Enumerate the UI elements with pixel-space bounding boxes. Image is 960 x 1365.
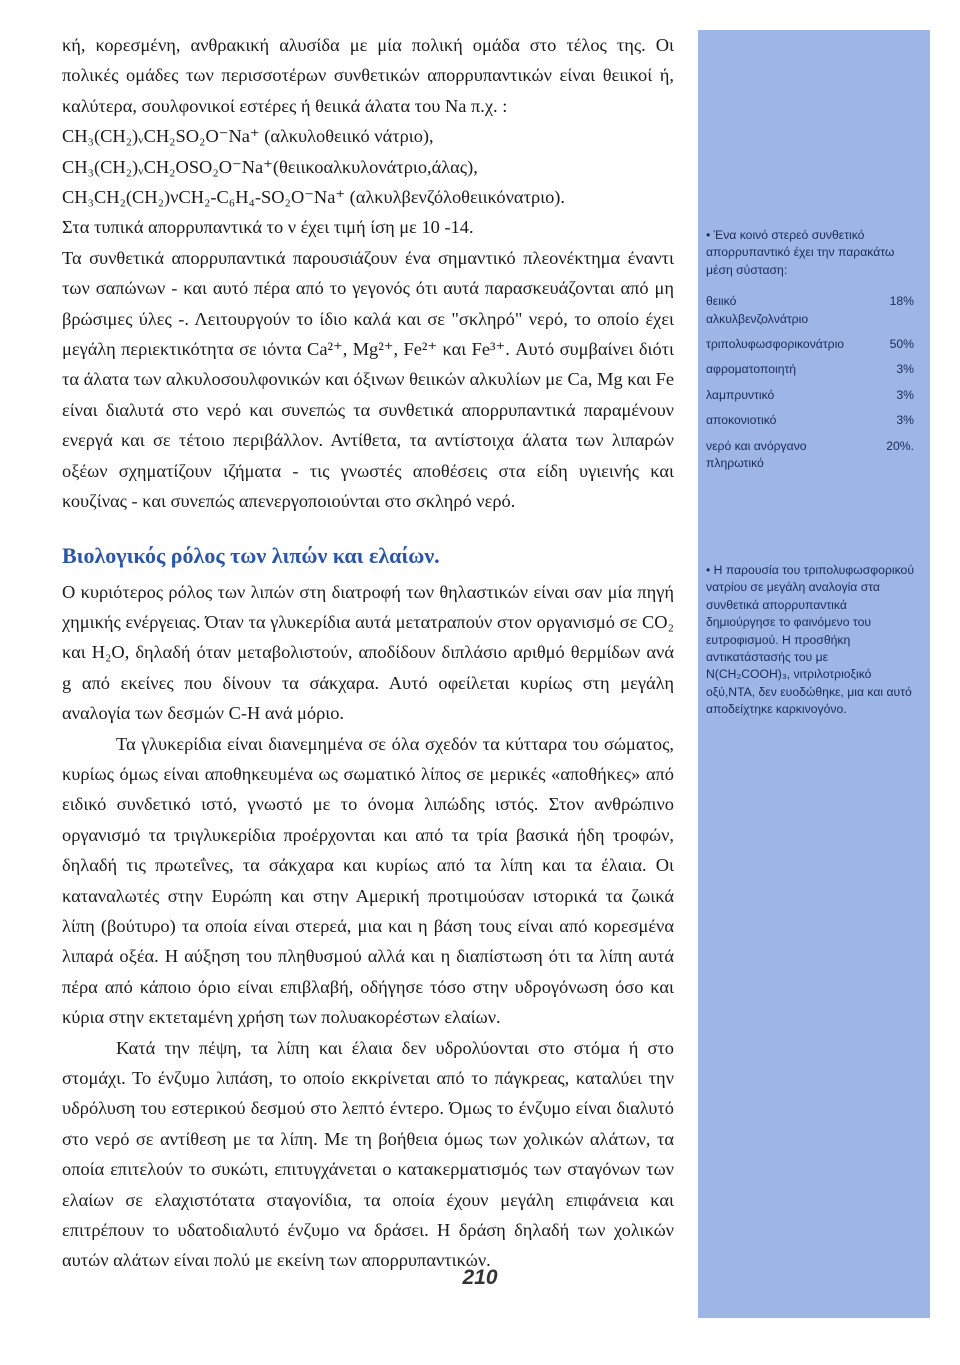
composition-row: λαμπρυντικό 3% — [706, 387, 914, 402]
composition-row: θειικό αλκυλβενζολνάτριο 18% — [706, 294, 914, 326]
composition-table — [706, 293, 914, 472]
formula-alkyl-sulfate: CH₃(CH₂)ᵥCH₂SO₂O⁻Na⁺ (αλκυλοθειικό νάτριο), — [62, 126, 434, 147]
paragraph-glycerides: Τα γλυκερίδια είναι διανεμημένα σε όλα σχεδόν τα κύτταρα του σώματος, κυρίως όμως είναι αποθηκευμένα ως σωματικό λίπος σε μερικές «αποθήκες» από ειδικό συνδετικό ιστό, γνωστό με το όνομα λιπώδης ιστός. Στον ανθρώπινο οργανισμό τα τριγλυκερίδια προέρχονται και από τα τρία βασικά ήδη τροφών, δηλαδή τις πρωτεΐνες, τα σάκχαρα και κυρίως από τα λίπη και τα έλαια. Οι καταναλωτές στην Ευρώπη και στην Αμερική προτιμούσαν ιστορικά τα ζωικά λίπη (βούτυρο) τα οποία είναι στερεά, μια και η βάση τους είναι από κορεσμένα λιπαρά οξέα. Η αύξηση του πληθυσμού αλλά και η διαπίστωση ότι τα λίπη αυτά πέρα από κάποιο όριο είναι επιβλαβή, οδήγησε τόσο στην υδρογόνωση όσο και κύρια στην εκτεταμένη χρήση των πολυακορέστων ελαίων. — [62, 733, 674, 1028]
main-column — [62, 30, 674, 1276]
synthetic-detergents-paragraph: Τα συνθετικά απορρυπαντικά παρουσιάζουν ένα σημαντικό πλεονέκτημα έναντι των σαπώνων - και αυτό πέρα από το γεγονός ότι αυτά παρασκευάζονται από μη βρώσιμες ύλες -. Λειτουργούν το ίδιο καλά και σε "σκληρό" νερό, το οποίο έχει μεγάλη περιεκτικότητα σε ιόντα Ca²⁺, Mg²⁺, Fe²⁺ και Fe³⁺. Αυτό συμβαίνει διότι τα άλατα των αλκυλοσουλφονικών και όξινων θειικών αλκυλίων με Ca, Mg και Fe είναι διαλυτά στο νερό και συνεπώς τα συνθετικά απορρυπαντικά παραμένουν ενεργά και σε τέτοιο περιβάλλον. Αντίθετα, τα αντίστοιχα άλατα των λιπαρών οξέων σχηματίζουν ιζήματα - τις γνωστές αποθέσεις στα είδη υγιεινής και κουζίνας - και συνεπώς απενεργοποιούνται στο σκληρό νερό. — [62, 247, 674, 512]
composition-row: αφροματοποιητή 3% — [706, 362, 914, 377]
typical-value-text: Στα τυπικά απορρυπαντικά το ν έχει τιμή ίση με 10 -14. — [62, 217, 474, 238]
composition-row: αποκονιοτικό 3% — [706, 413, 914, 428]
sidebar-panel — [698, 30, 930, 1318]
page-number: 210 — [462, 1266, 498, 1289]
phosphate-note-text: • Η παρουσία του τριπολυφωσφορικού νατρίου σε μεγάλη αναλογία στα συνθετικά απορρυπαντικά δημιούργησε το φαινόμενο του ευτροφισμού. Η προσθήκη αντικατάστασής του με N(CH₂COOH)₃, νιτριλοτριοξικό οξύ,NTA, δεν ευοδώθηκε, μια και αυτό αποδείχτηκε καρκινογόνο. — [706, 563, 914, 717]
paragraph-energy: Ο κυριότερος ρόλος των λιπών στη διατροφή των θηλαστικών είναι σαν μία πηγή χημικής ενέργειας. Όταν τα γλυκερίδια αυτά μετατραπούν στον οργανισμό σε CO₂ και H₂O, δηλαδή όταν μεταβολιστούν, αποδίδουν διπλάσιο αριθμό θερμίδων ανά g από εκείνες που δίνουν τα σάκχαρα. Αυτό οφείλεται κυρίως στη μεγάλη αναλογία των δεσμών C-H ανά μόριο. — [62, 581, 674, 724]
composition-box — [706, 227, 914, 480]
composition-row: τριπολυφωσφορικονάτριο 50% — [706, 337, 914, 352]
phosphate-note-box — [706, 562, 914, 719]
composition-row: νερό και ανόργανο πληρωτικό 20%. — [706, 438, 914, 471]
formula-alkylbenzene: CH₃CH₂(CH₂)νCH₂-C₆H₄-SO₂O⁻Na⁺ (αλκυλβενζόλοθειικόνατριο). — [62, 187, 566, 208]
intro-paragraph: κή, κορεσμένη, ανθρακική αλυσίδα με μία πολική ομάδα στο τέλος της. Οι πολικές ομάδες των περισσοτέρων συνθετικών απορρυπαντικών είναι θειικοί ή, καλύτερα, σουλφονικοί εστέρες ή θειικά άλατα του Na π.χ. : — [62, 35, 674, 116]
composition-intro: • Ένα κοινό στερεό συνθετικό απορρυπαντικό έχει την παρακάτω μέση σύσταση: — [706, 228, 895, 277]
formula-sulfate-salt: CH₃(CH₂)ᵥCH₂OSO₂O⁻Na⁺(θειικοαλκυλονάτριο,άλας), — [62, 156, 478, 177]
paragraph-digestion: Κατά την πέψη, τα λίπη και έλαια δεν υδρολύονται στο στόμα ή στο στομάχι. Το ένζυμο λιπάση, το οποίο εκκρίνεται από το πάγκρεας, καταλύει την υδρόλυση του εστερικού δεσμού στο λεπτό έντερο. Όμως το ένζυμο είναι διαλυτό στο νερό σε αντίθεση με τα λίπη. Με τη βοήθεια όμως των χολικών αλάτων, τα οποία επιτελούν το συκώτι, επιτυγχάνεται ο κατακερματισμός των σταγόνων των ελαίων σε ελαχιστότατα σταγονίδια, τα οποία έχουν μεγάλη επιφάνεια και επιτρέπουν το υδατοδιαλυτό ένζυμο να δράσει. Η δράση δηλαδή των χολικών αυτών αλάτων είναι πολύ με εκείνη των απορρυπαντικών. — [62, 1037, 674, 1271]
section-heading: Βιολογικός ρόλος των λιπών και ελαίων. — [62, 542, 440, 568]
